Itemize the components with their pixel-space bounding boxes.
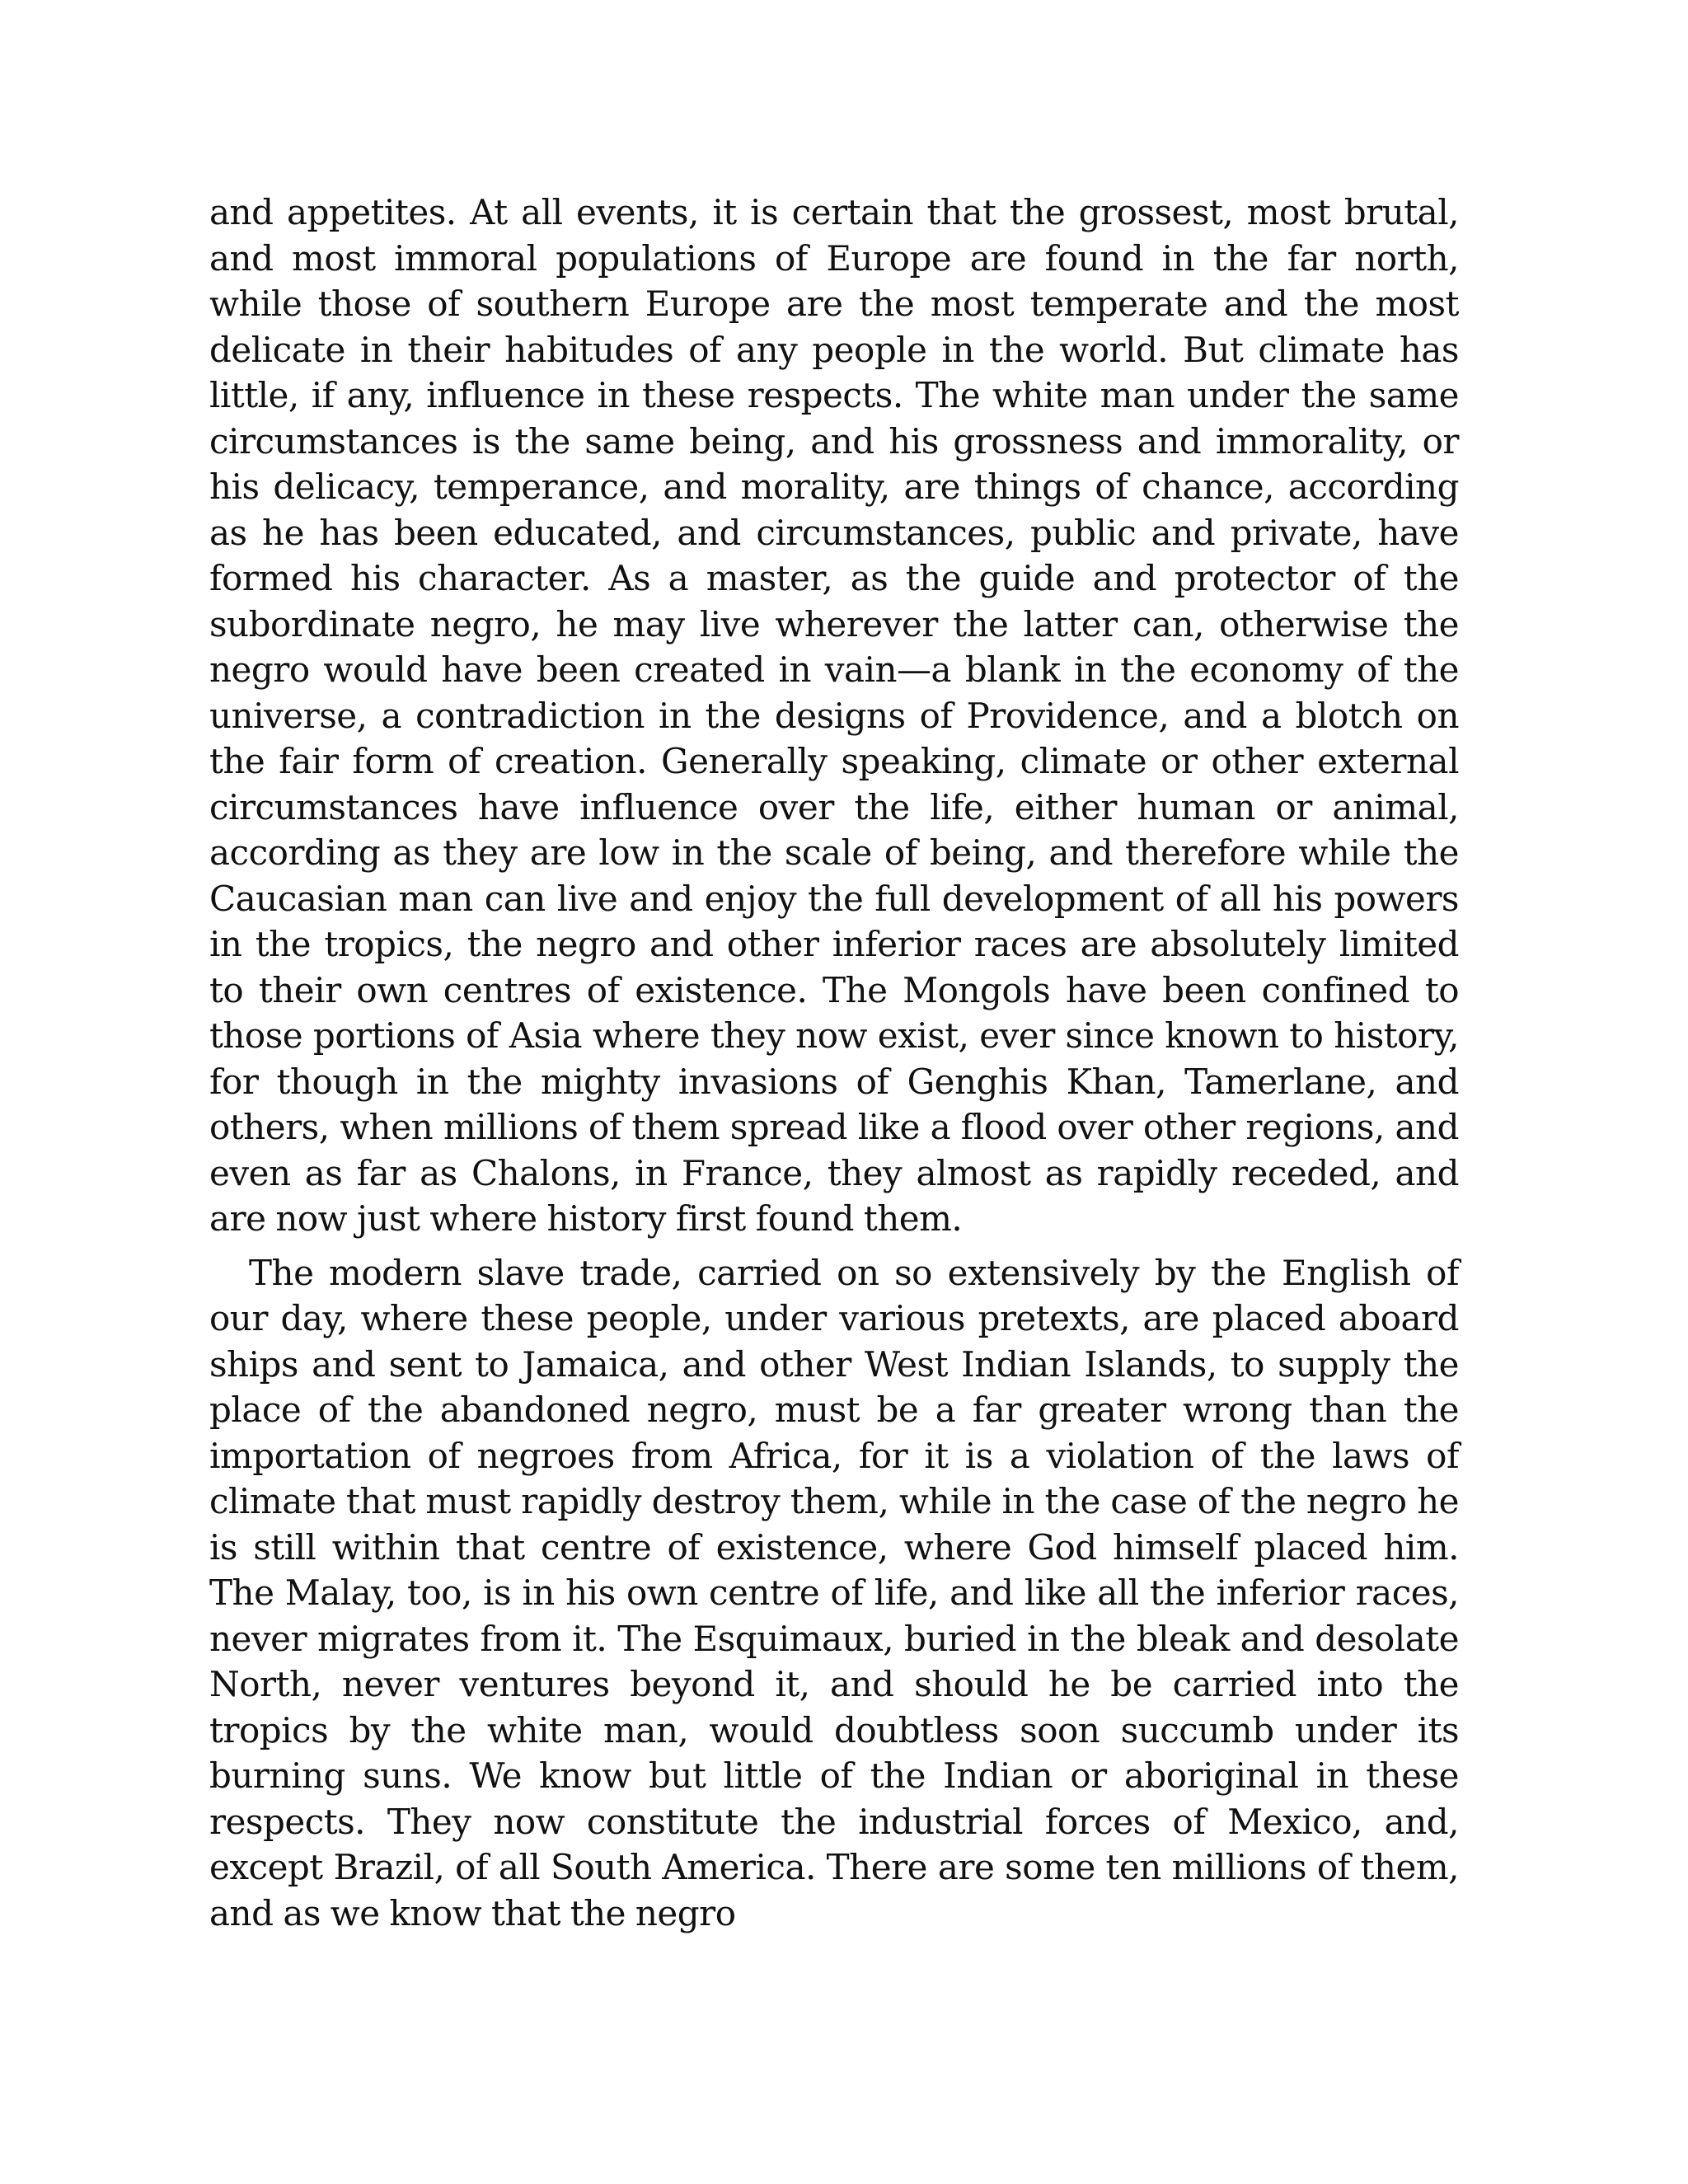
page-body [209, 190, 1459, 1936]
paragraph-2: The modern slave trade, carried on so extensively by the English of our day, where these people, under various pretexts, are placed aboard ships and sent to Jamaica, and other West Indian Islands, to supply the place of the abandoned negro, must be a far greater wrong than the importation of negroes from Africa, for it is a violation of the laws of climate that must rapidly destroy them, while in the case of the negro he is still within that centre of existence, where God himself placed him. The Malay, too, is in his own centre of life, and like all the inferior races, never migrates from it. The Esquimaux, buried in the bleak and desolate North, never ventures beyond it, and should he be carried into the tropics by the white man, would doubtless soon succumb under its burning suns. We know but little of the Indian or aboriginal in these respects. They now constitute the industrial forces of Mexico, and, except Brazil, of all South America. There are some ten millions of them, and as we know that the negro [209, 1252, 1459, 1933]
paragraph-1: and appetites. At all events, it is certain that the grossest, most brutal, and most immoral populations of Europe are found in the far north, while those of southern Europe are the most temperate and the most delicate in their habitudes of any people in the world. But climate has little, if any, influence in these respects. The white man under the same circumstances is the same being, and his grossness and immorality, or his delicacy, temperance, and morality, are things of chance, according as he has been educated, and circumstances, public and private, have formed his character. As a master, as the guide and protector of the subordinate negro, he may live wherever the latter can, otherwise the negro would have been created in vain—a blank in the economy of the universe, a contradiction in the designs of Providence, and a blotch on the fair form of creation. Generally speaking, climate or other external circumstances have influence over the life, either human or animal, according as they are low in the scale of being, and therefore while the Caucasian man can live and enjoy the full development of all his powers in the tropics, the negro and other inferior races are absolutely limited to their own centres of existence. The Mongols have been confined to those portions of Asia where they now exist, ever since known to history, for though in the mighty invasions of Genghis Khan, Tamerlane, and others, when millions of them spread like a flood over other regions, and even as far as Chalons, in France, they almost as rapidly receded, and are now just where history first found them. [209, 192, 1459, 1239]
